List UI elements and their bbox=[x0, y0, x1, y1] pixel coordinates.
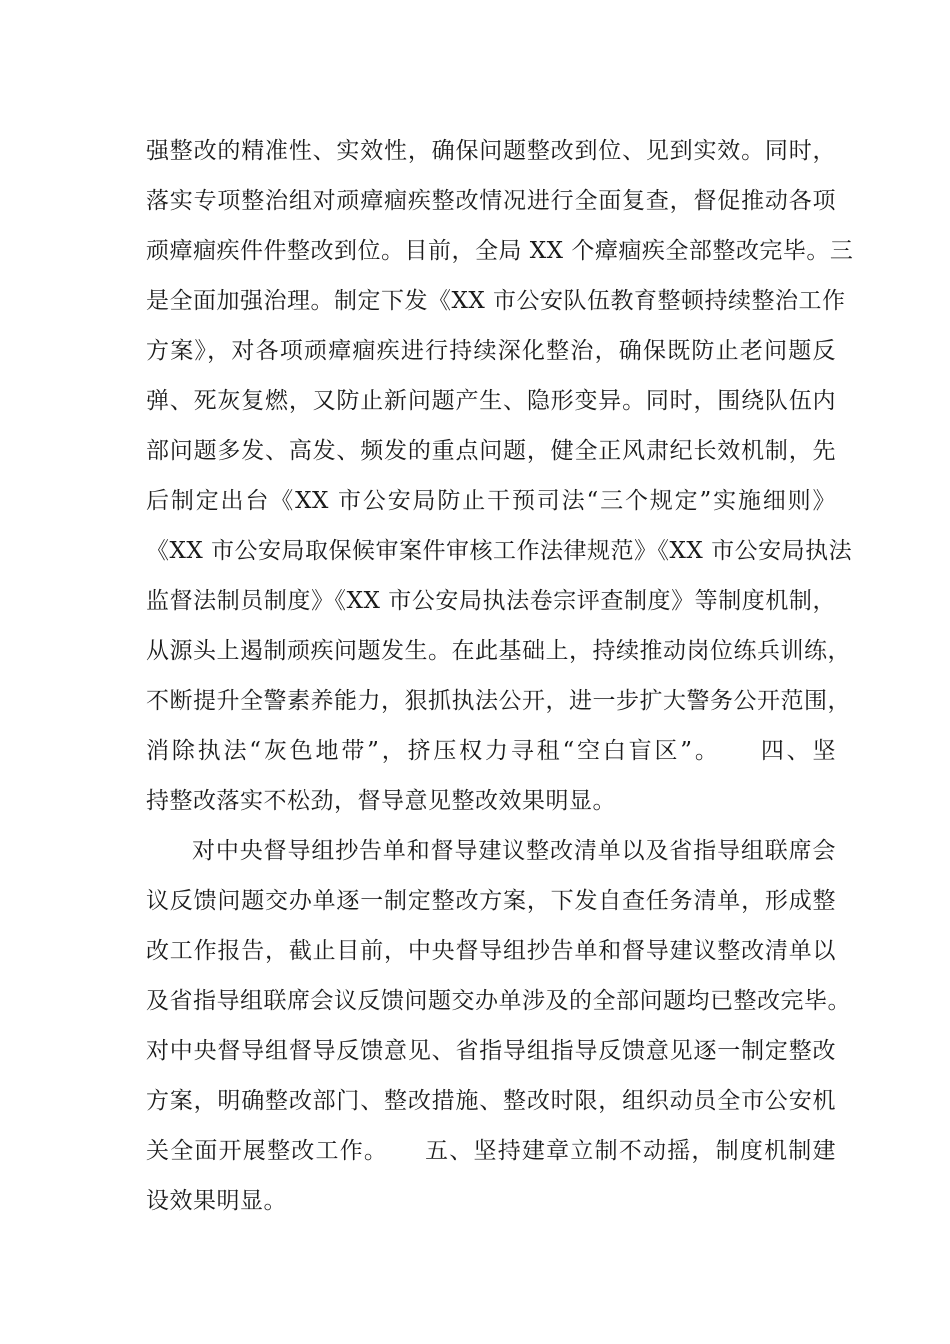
text-line: 持整改落实不松劲，督导意见整改效果明显。 bbox=[146, 788, 616, 814]
text-line: 强整改的精准性、实效性，确保问题整改到位、见到实效。同时， bbox=[146, 138, 836, 164]
text-line: 方案，明确整改部门、整改措施、整改时限，组织动员全市公安机 bbox=[146, 1088, 836, 1114]
text-line: 不断提升全警素养能力，狠抓执法公开，进一步扩大警务公开范围， bbox=[146, 688, 851, 714]
text-line: 议反馈问题交办单逐一制定整改方案，下发自查任务清单，形成整 bbox=[146, 888, 836, 914]
text-line: 对中央督导组抄告单和督导建议整改清单以及省指导组联席会 bbox=[192, 838, 836, 864]
paragraph-1 bbox=[146, 126, 854, 826]
text-line: 改工作报告，截止目前，中央督导组抄告单和督导建议整改清单以 bbox=[146, 938, 836, 964]
text-line: 方案》，对各项顽瘴痼疾进行持续深化整治，确保既防止老问题反 bbox=[146, 338, 836, 364]
text-line: 及省指导组联席会议反馈问题交办单涉及的全部问题均已整改完毕。 bbox=[146, 988, 851, 1014]
text-line: 监督法制员制度》《XX 市公安局执法卷宗评查制度》等制度机制， bbox=[146, 588, 836, 614]
text-line: 落实专项整治组对顽瘴痼疾整改情况进行全面复查，督促推动各项 bbox=[146, 188, 836, 214]
text-line: 设效果明显。 bbox=[146, 1188, 287, 1214]
text-line: 部问题多发、高发、频发的重点问题，健全正风肃纪长效机制，先 bbox=[146, 438, 836, 464]
text-line: 《XX 市公安局取保候审案件审核工作法律规范》《XX 市公安局执法 bbox=[146, 538, 853, 564]
text-line: 顽瘴痼疾件件整改到位。目前，全局 XX 个瘴痼疾全部整改完毕。三 bbox=[146, 238, 854, 264]
text-line: 对中央督导组督导反馈意见、省指导组指导反馈意见逐一制定整改 bbox=[146, 1038, 836, 1064]
paragraph-2 bbox=[146, 826, 851, 1226]
text-line: 弹、死灰复燃，又防止新问题产生、隐形变异。同时，围绕队伍内 bbox=[146, 388, 836, 414]
text-line: 后制定出台《XX 市公安局防止干预司法“三个规定”实施细则》 bbox=[146, 488, 836, 514]
text-line: 关全面开展整改工作。 五、坚持建章立制不动摇，制度机制建 bbox=[146, 1138, 836, 1164]
text-line: 消除执法“灰色地带”，挤压权力寻租“空白盲区”。 四、坚 bbox=[146, 738, 836, 764]
text-line: 是全面加强治理。制定下发《XX 市公安队伍教育整顿持续整治工作 bbox=[146, 288, 846, 314]
text-line: 从源头上遏制顽疾问题发生。在此基础上，持续推动岗位练兵训练， bbox=[146, 638, 851, 664]
